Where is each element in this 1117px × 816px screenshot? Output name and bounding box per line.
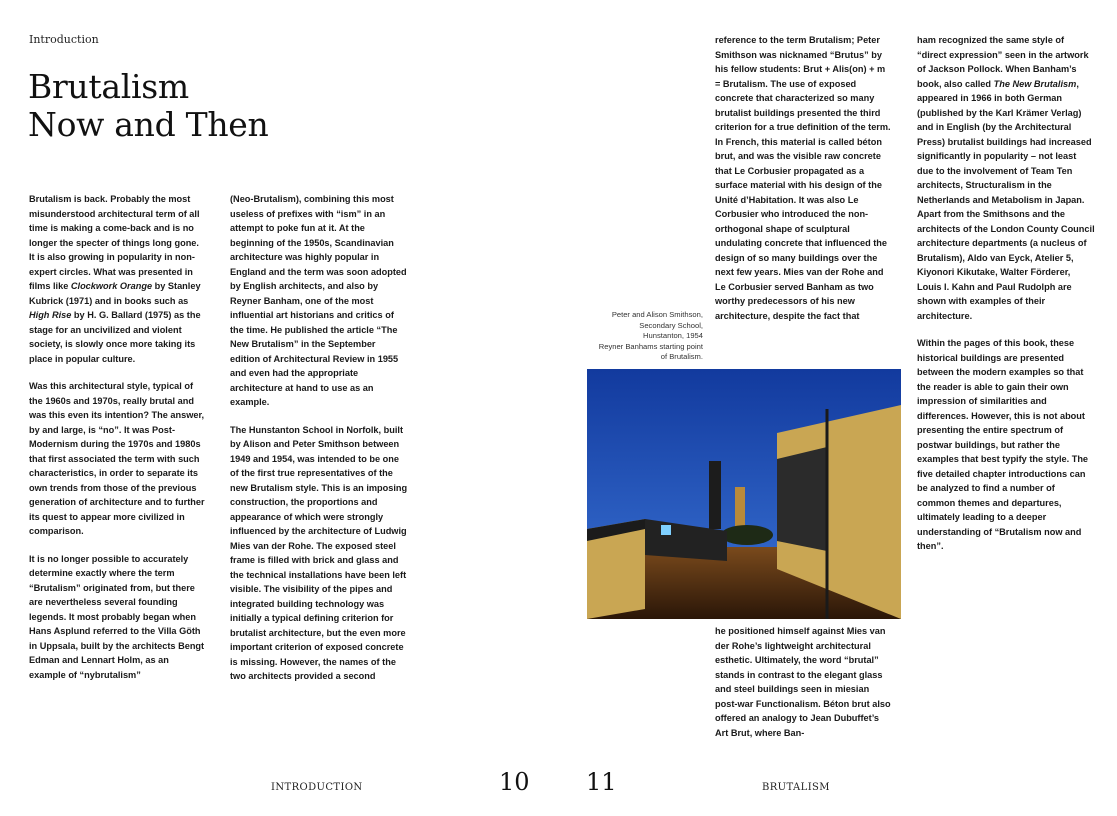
caption-line: Peter and Alison Smithson, [611,310,703,319]
text-column-4 [917,33,1095,567]
text-run: by Stanley Kubrick (1971) and in books such as [29,281,201,306]
paragraph: It is no longer possible to accurately determine exactly where the term “Brutalism” originated from, but there are nevertheless several founding legends. It most probably began when Hans Asplund referred to the Villa Göth in Uppsala, built by the architects Bengt Edman and Lennart Holm, as an example of “nybrutalism” [29,553,205,680]
caption-line: Reyner Banhams starting point [598,341,703,351]
window-light [661,525,671,535]
text-column-1 [29,192,207,695]
running-footer: BRUTALISM [762,782,830,793]
hunstanton-school-photo [587,369,901,619]
caption-line: Secondary School, [639,320,703,330]
text-column-2 [230,192,408,697]
text-run: ham recognized the same style of “direct expression” seen in the artwork of Jackson Pollock. When Banham’s book, also called [917,35,1089,89]
water-tower [709,461,721,529]
caption-line: of Brutalism. [660,352,703,361]
paragraph [917,33,1095,323]
title-line-2: Now and Then [28,105,269,144]
caption-line: Hunstanton, 1954 [643,331,703,340]
right-glazing [777,447,827,551]
trees [721,525,773,545]
paragraph: Was this architectural style, typical of the 1960s and 1970s, really brutal and was this even its intention? The answer, by and large, is “no”. It was Post-Modernism during the 1970s and 1980s that first associated the term with such characteristics, in order to separate its own trends from those of the previous generation of architecture and to further its quest to appear more civilized in comparison. [29,381,205,536]
film-title: Clockwork Orange [70,281,153,291]
paragraph: he positioned himself against Mies van der Rohe’s lightweight architectural esthetic. Ultimately, the word “brutal” stands in contrast to the elegant glass and steel buildings seen in miesian post-war Functionalism. Béton brut also offered an analogy to Jean Dubuffet’s Art Brut, where Ban- [715,626,891,738]
section-label: Introduction [29,33,99,46]
page-number: 11 [586,768,617,796]
text-run: , appeared in 1966 in both German (published by the Karl Krämer Verlag) and in English (by the Architectural Press) brutalist buildings had increased significantly in popularity – not least due to the involvement of Team Ten architects, Structuralism in the Netherlands and Metabolism in Japan. Apart from the Smithsons and the architects of the London County Council architecture departments (a nucleus of Brutalism), Aldo van Eyck, Atelier 5, Kiyonori Kikutake, Walter Förderer, Louis I. Kahn and Paul Rudolph are shown with examples of their architecture. [917,78,1095,321]
photo-illustration [587,369,901,619]
photo-caption [587,310,703,363]
chimney [735,487,745,529]
book-title: The New Brutalism [993,78,1077,89]
paragraph: reference to the term Brutalism; Peter Smithson was nicknamed “Brutus” by his fellow students: Brut + Alis(on) + m = Brutalism. The use of exposed concrete that characterized so many brutalist buildings presented the third criterion for a true definition of the term. In French, this material is called béton brut, and was the visible raw concrete that Le Corbusier propagated as a surface material with his design of the Unité d’Habitation. It was also Le Corbusier who introduced the non-orthogonal shape of sculptural undulating concrete that influenced the design of so many buildings over the next few years. Mies van der Rohe and Le Corbusier served Banham as two worthy predecessors of his new architecture, despite the fact that [715,35,891,321]
paragraph: The Hunstanton School in Norfolk, built by Alison and Peter Smithson between 1949 and 1954, was intended to be one of the first true representatives of the new Brutalism style. This is an imposing construction, the proportions and appearance of which were strongly influenced by the architecture of Ludwig Mies van der Rohe. The exposed steel frame is filled with brick and glass and the technical installations have been left visible. The visibility of the pipes and integrated building technology was initially a typical defining criterion for brutalist architecture, but the even more important criterion of exposed concrete is missing. However, the names of the two architects provided a second [230,424,408,681]
text-run: Brutalism is back. Probably the most misunderstood architectural term of all time is making a come-back and is no longer the specter of things long gone. It is also growing in popularity in non-expert circles. What was presented in films like [29,194,200,291]
left-page [0,0,558,816]
running-footer: INTRODUCTION [271,782,363,793]
text-column-3-continued [715,624,893,753]
page-number: 10 [499,768,530,796]
book-title: High Rise [29,310,72,320]
text-run: by H. G. Ballard (1975) as the stage for an uncivilized and violent society, is slowly once more taking its place in popular culture. [29,310,201,364]
title-line-1: Brutalism [28,67,189,106]
paragraph [29,192,207,366]
page-title [28,68,268,144]
text-column-3 [715,33,893,336]
paragraph: (Neo-Brutalism), combining this most useless of prefixes with “ism” in an attempt to poke fun at it. At the beginning of the 1950s, Scandinavian architecture was highly popular in England and the term was soon adopted by English architects, and also by Reyner Banham, one of the most influential art historians and critics of the time. He published the article “The New Brutalism” in the September edition of Architectural Review in 1955 and even had the appropriate architecture at hand to use as an example. [230,194,407,407]
paragraph: Within the pages of this book, these historical buildings are presented between the modern examples so that the reader is able to gain their own impression of similarities and differences. However, this is not about presenting the entire spectrum of postwar buildings, but rather the examples that best typify the style. The five detailed chapter introductions can be analyzed to find a number of common themes and departures, ultimately leading to a deeper understanding of “Brutalism now and then”. [917,338,1089,551]
